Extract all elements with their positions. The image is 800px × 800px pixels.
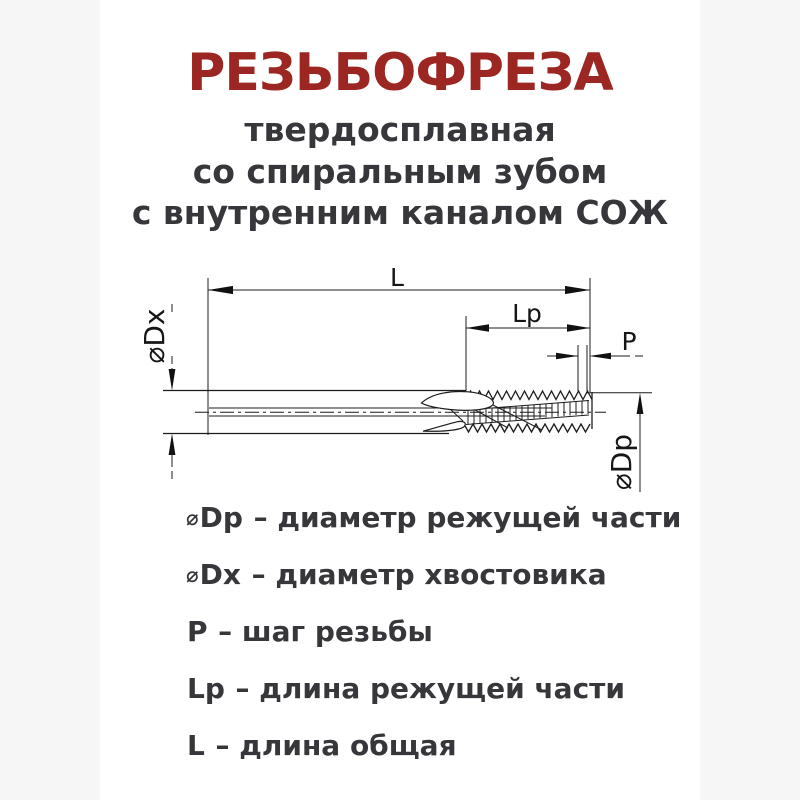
dim-label-L: L (390, 263, 404, 292)
dim-label-Lp: Lp (512, 299, 542, 328)
page-title: РЕЗЬБОФРЕЗА (187, 43, 613, 103)
legend-row-Dp (186, 489, 696, 546)
legend (186, 489, 696, 774)
subtitle-line-1: твердосплавная (244, 110, 556, 149)
technical-drawing (100, 255, 700, 505)
page-subtitle (60, 109, 740, 234)
dim-label-Dx: ⌀Dx (138, 308, 171, 364)
dim-label-Dp: ⌀Dp (605, 433, 638, 491)
legend-desc: – шаг резьбы (218, 615, 433, 648)
legend-desc: – длина режущей части (235, 672, 626, 705)
catalog-page (100, 0, 700, 800)
legend-term: P (187, 615, 208, 648)
dimension-Lp (466, 299, 590, 391)
legend-term: Dx (199, 558, 241, 591)
dimension-P (547, 327, 646, 391)
legend-row-Dx (186, 546, 696, 603)
subtitle-line-3: с внутренним каналом СОЖ (131, 193, 669, 232)
flute-runout-lower (423, 421, 465, 431)
dimension-Dp (586, 393, 652, 492)
diameter-symbol: ⌀ (186, 505, 199, 530)
dimension-L (208, 263, 590, 435)
legend-term: Lp (187, 672, 225, 705)
dimension-Dx (138, 304, 175, 479)
legend-row-P (186, 603, 696, 660)
legend-desc: – диаметр хвостовика (251, 558, 607, 591)
legend-term: L (187, 729, 205, 762)
diameter-symbol: ⌀ (186, 562, 199, 587)
legend-desc: – длина общая (215, 729, 457, 762)
legend-desc: – диаметр режущей части (253, 501, 682, 534)
legend-row-L (186, 717, 696, 774)
tool-cutting-part (422, 391, 593, 432)
legend-row-Lp (186, 660, 696, 717)
legend-term: Dp (199, 501, 243, 534)
subtitle-line-2: со спиральным зубом (192, 151, 608, 191)
dim-label-P: P (621, 327, 637, 356)
thread-profile-bottom (464, 424, 590, 432)
